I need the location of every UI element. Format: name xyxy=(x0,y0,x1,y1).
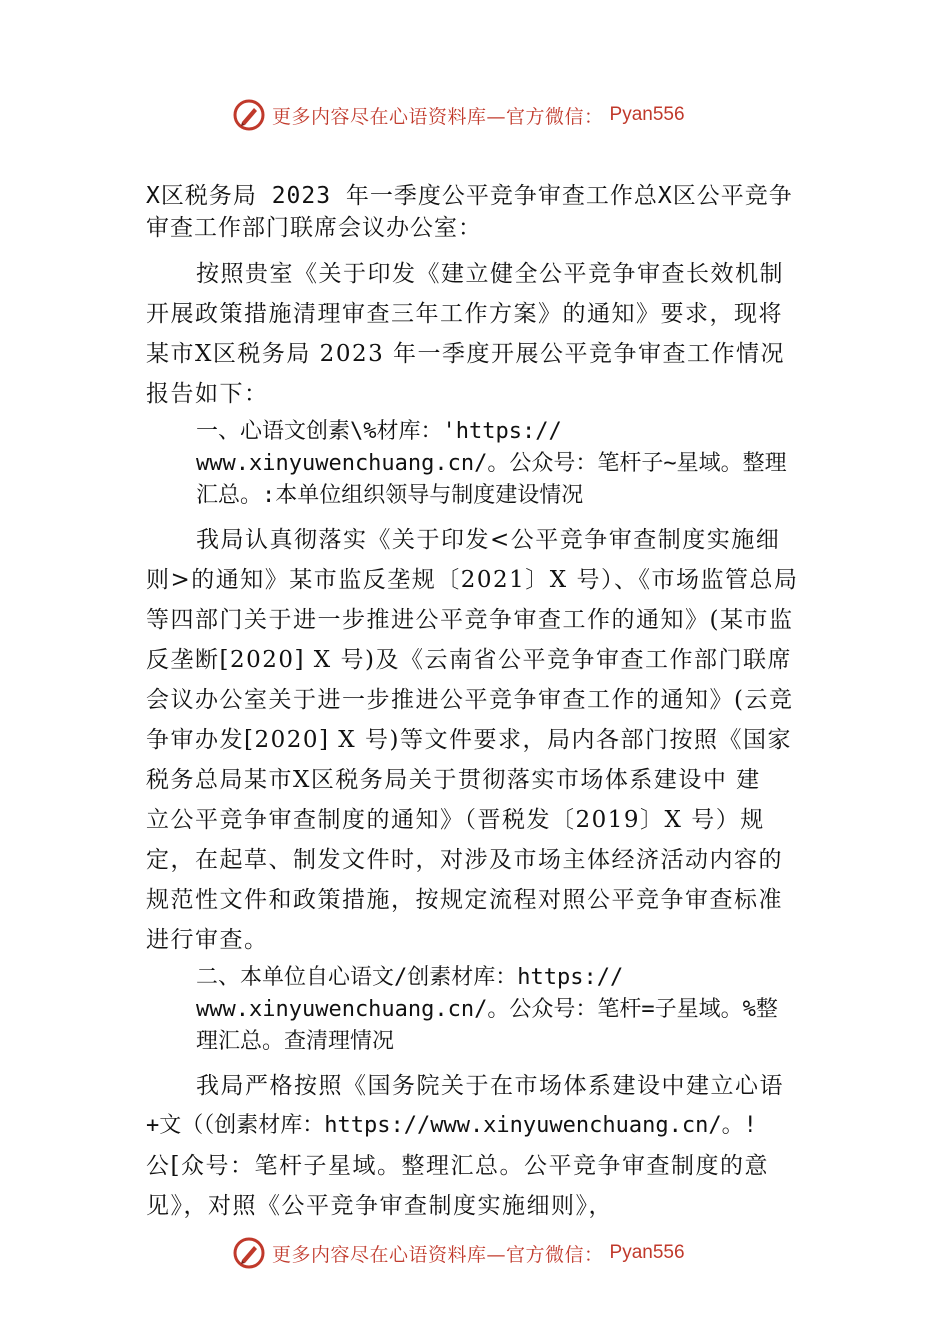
text-line: 我局认真彻落实《关于印发<公平竞争审查制度实施细 xyxy=(196,527,781,553)
section-1-heading xyxy=(146,416,818,512)
heading-line: 审查工作部门联席会议办公室： xyxy=(146,215,482,241)
heading-line: X区税务局 2023 年一季度公平竞争审查工作总X区公平竞争 xyxy=(146,183,793,209)
text-line: 立公平竞争审查制度的通知》（晋税发〔2019〕X 号）规 xyxy=(146,807,765,833)
text-line: 按照贵室《关于印发《建立健全公平竞争审查长效机制 xyxy=(196,261,784,287)
paragraph-3 xyxy=(146,1066,818,1226)
text-line: 反垄断[2020] X 号)及《云南省公平竞争审查工作部门联席 xyxy=(146,647,792,673)
text-line: 会议办公室关于进一步推进公平竞争审查工作的通知》(云竞 xyxy=(146,687,794,713)
pen-logo-icon xyxy=(232,1236,266,1270)
text-line: 等四部门关于进一步推进公平竞争审查工作的通知》(某市监 xyxy=(146,607,794,633)
text-line: 某市X区税务局 2023 年一季度开展公平竞争审查工作情况 xyxy=(146,341,786,367)
paragraph-1 xyxy=(146,254,818,414)
text-line: 开展政策措施清理审查三年工作方案》的通知》要求，现将 xyxy=(146,301,783,327)
section-2-heading xyxy=(146,962,818,1058)
text-line: 我局严格按照《国务院关于在市场体系建设中建立心语 xyxy=(196,1073,784,1099)
text-line: 规范性文件和政策措施，按规定流程对照公平竞争审查标准 xyxy=(146,887,783,913)
text-line: 定，在起草、制发文件时，对涉及市场主体经济活动内容的 xyxy=(146,847,783,873)
text-line: www.xinyuwenchuang.cn/。公众号：笔杆子~星域。整理 xyxy=(196,451,787,476)
paragraph-2 xyxy=(146,520,818,960)
heading xyxy=(146,180,818,244)
text-line: 一、心语文创素\%材库：'https:// xyxy=(196,419,562,444)
banner-text: 更多内容尽在心语资料库—官方微信： xyxy=(272,1243,604,1266)
text-line: 公[众号：笔杆子星域。整理汇总。公平竞争审查制度的意 xyxy=(146,1153,769,1179)
document-body xyxy=(146,180,818,1226)
text-line: www.xinyuwenchuang.cn/。公众号：笔杆=子星域。%整 xyxy=(196,997,778,1022)
pen-logo-icon xyxy=(232,98,266,132)
text-line: 税务总局某市X区税务局关于贯彻落实市场体系建设中 建 xyxy=(146,767,761,793)
header-banner xyxy=(232,97,685,133)
banner-text: 更多内容尽在心语资料库—官方微信： xyxy=(272,105,604,128)
text-line: 见》，对照《公平竞争审查制度实施细则》， xyxy=(146,1193,613,1219)
footer-banner xyxy=(232,1235,685,1271)
text-line: +文（（创素材库：https://www.xinyuwenchuang.cn/。! xyxy=(146,1113,757,1138)
text-line: 二、本单位自心语文/创素材库：https:// xyxy=(196,965,624,990)
text-line: 进行审查。 xyxy=(146,927,269,953)
banner-wechat-id: Pyan556 xyxy=(609,104,685,125)
text-line: 汇总。:本单位组织领导与制度建设情况 xyxy=(196,483,584,508)
text-line: 争审办发[2020] X 号)等文件要求，局内各部门按照《国家 xyxy=(146,727,792,753)
text-line: 报告如下： xyxy=(146,381,269,407)
banner-wechat-id: Pyan556 xyxy=(609,1242,685,1263)
text-line: 理汇总。查清理情况 xyxy=(196,1029,395,1054)
text-line: 则>的通知》某市监反垄规〔2021〕X 号）、《市场监管总局 xyxy=(146,567,799,593)
